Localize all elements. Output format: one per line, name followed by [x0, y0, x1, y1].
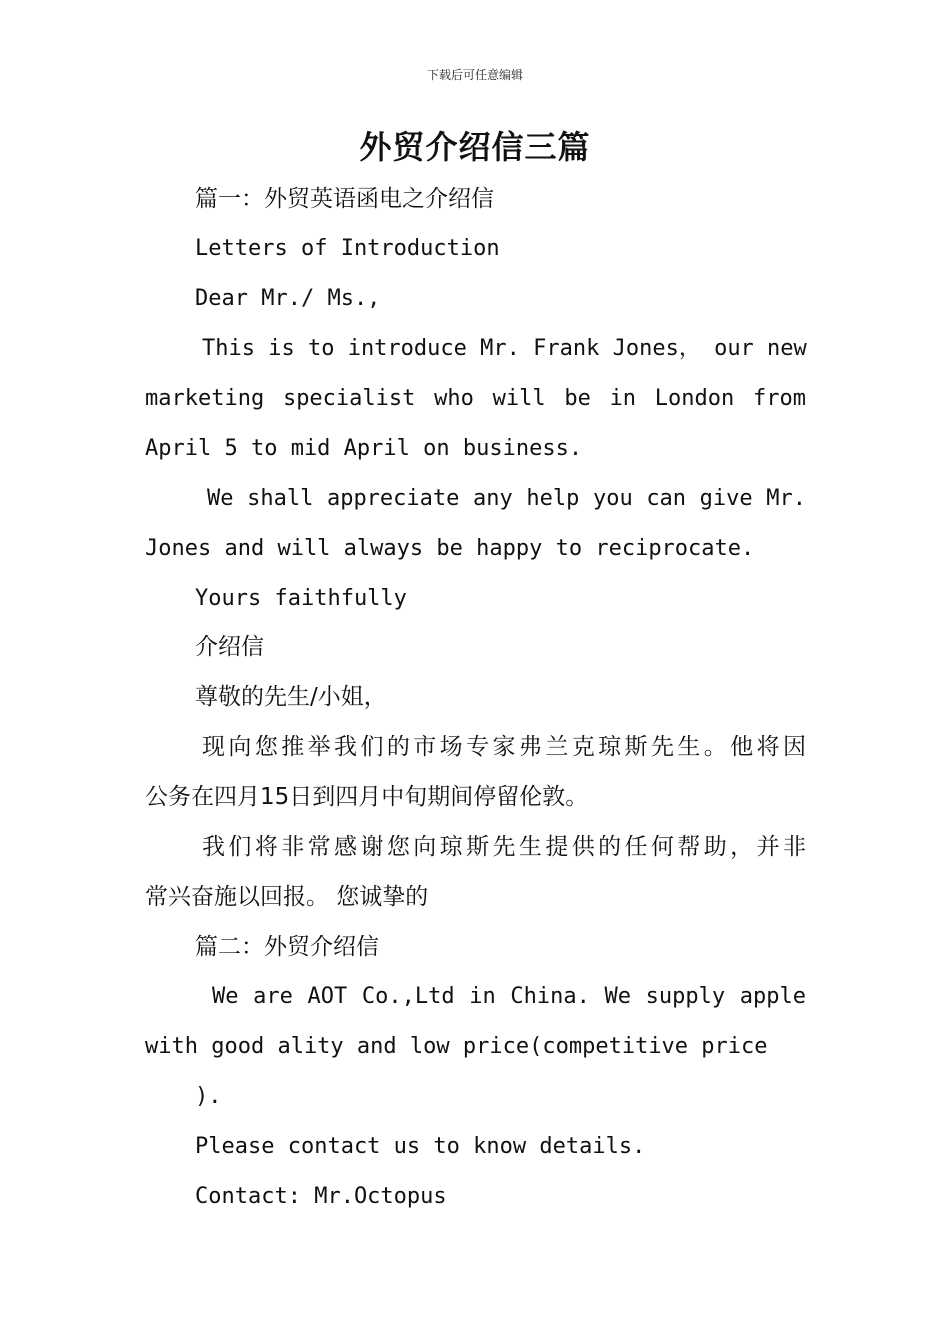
paragraph1-line1: This is to introduce Mr. Frank Jones， our new	[202, 336, 807, 361]
section2-paragraph1-line3: ).	[195, 1084, 222, 1109]
header-note: 下载后可任意编辑	[426, 68, 523, 82]
contact-line: Contact: Mr.Octopus	[195, 1184, 447, 1209]
paragraph2-line1: We shall appreciate any help you can give Mr.	[207, 486, 806, 511]
paragraph1-line3: April 5 to mid April on business.	[145, 436, 583, 461]
section2-heading: 篇二：外贸介绍信	[195, 934, 379, 960]
section2-paragraph2: Please contact us to know details.	[195, 1134, 646, 1159]
paragraph2-line2: Jones and will always be happy to reciprocate.	[145, 536, 755, 561]
section1-heading: 篇一：外贸英语函电之介绍信	[195, 186, 494, 212]
cn-salutation: 尊敬的先生/小姐，	[195, 684, 387, 710]
english-letter-title: Letters of Introduction	[195, 236, 500, 261]
cn-paragraph2-line1: 我们将非常感谢您向琼斯先生提供的任何帮助，并非	[202, 834, 806, 860]
section2-paragraph1-line2: with good ality and low price(competitive price	[145, 1034, 768, 1059]
cn-paragraph1-line2: 公务在四月15日到四月中旬期间停留伦敦。	[145, 784, 589, 810]
cn-paragraph2-line2: 常兴奋施以回报。 您诚挚的	[145, 884, 429, 910]
closing: Yours faithfully	[195, 586, 407, 611]
cn-paragraph1-line1: 现向您推举我们的市场专家弗兰克琼斯先生。他将因	[202, 734, 806, 760]
salutation: Dear Mr./ Ms.,	[195, 286, 381, 311]
page-title: 外贸介绍信三篇	[359, 128, 591, 166]
paragraph1-line2: marketing specialist who will be in London from	[145, 386, 806, 411]
section2-paragraph1-line1: We are AOT Co.,Ltd in China. We supply apple	[212, 984, 806, 1009]
cn-title: 介绍信	[195, 634, 264, 660]
